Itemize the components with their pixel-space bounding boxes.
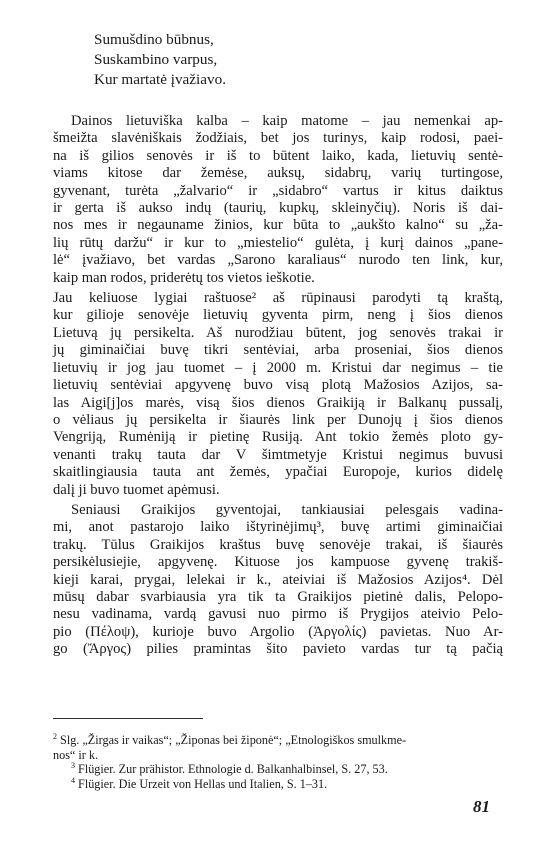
text-line: Jau keliuose lygiai raštuose² aš rūpinausi parodyti tą kraštą, [53, 290, 503, 307]
text-line: ir gerta iš aukso indų (taurių, kupkų, skleinyčių). Noris iš dai- [53, 200, 503, 217]
footnote-number: 3 [71, 761, 75, 771]
text-line: lių rūtų daržu“ ir kur to „miestelio“ gulėta, į kurį dainos „pane- [53, 234, 503, 251]
text-line: lietuvių sentėviai apgyvenę buvo visą plotą Mažosios Azijos, sa- [53, 377, 503, 394]
text-line: gyvenant, turėta „žalvario“ ir „sidabro“ vartus ir kitus daiktus [53, 182, 503, 199]
footnote-text: nos“ ir k. [53, 747, 99, 762]
text-line: Lietuvą jų persikelta. Aš nurodžiau būtent, jog senovės trakai ir [53, 324, 503, 341]
paragraph-1 [53, 113, 503, 287]
text-line: lietuvių ir jog jau tuomet – į 2000 m. Kristui dar negimus – tie [53, 359, 503, 376]
text-line: Seniausi Graikijos gyventojai, tankiausiai pelesgais vadina- [71, 501, 503, 518]
text-line: mūsų dabar svarbiausia yra tik ta Graikijos pietinė dalis, Pelopo- [53, 588, 503, 605]
text-line: kieji karai, prygai, lelekai ir k., ateiviai iš Mažosios Azijos⁴. Dėl [53, 571, 503, 588]
text-line: dalį ji buvo tuomet apėmusi. [53, 481, 220, 498]
text-line: nesu vadinama, vardą gavusi nuo pirmo iš Prygijos ateivio Pelo- [53, 606, 503, 623]
page-number: 81 [473, 797, 490, 816]
verse-line: Sumušdino būbnus, [94, 31, 214, 48]
text-line: nos mes ir negauname žinios, kur būta to „aukšto kalno“ su „ža- [53, 217, 503, 234]
paragraph-3 [53, 502, 503, 659]
text-line: o vėliaus jų persikelta ir šiaurės link per Dunojų į šios dienos [53, 411, 503, 428]
main-text [53, 113, 503, 662]
text-line: venanti trakų tauta dar V šimtmetyje Kristui negimus buvusi [53, 446, 503, 463]
text-line: trakų. Tūlus Graikijos kraštus buvę senovėje trakai, iš šiaurės [53, 536, 503, 553]
footnote-3 [53, 762, 503, 777]
text-line: pio (Πέλοψ), kurioje buvo Argolio (Ἀργολίς) pavietas. Nuo Ar- [53, 623, 503, 640]
footnotes [53, 733, 503, 791]
text-line: kur gilioje senovėje lietuvių gyventa pirm, neng į šios dienos [53, 307, 503, 324]
text-line: Dainos lietuviška kalba – kaip matome – jau nemenkai ap- [71, 113, 503, 129]
footnote-text: Slg. „Žirgas ir vaikas“; „Žiponas bei žiponė“; „Etnologiškos smulkme- [60, 733, 407, 747]
footnote-number: 4 [71, 775, 75, 785]
footnote-4 [53, 777, 503, 792]
text-line: jų giminaičiai buvę tikri sentėviai, arba proseniai, šios dienos [53, 342, 503, 359]
text-line: las Aigi[j]os marės, visą šios dienos Graikiją ir Balkanų pussalį, [53, 394, 503, 411]
verse-line: Suskambino varpus, [94, 51, 218, 68]
text-line: kaip man rodos, priderėtų tos vietos ieškotie. [53, 269, 315, 286]
paragraph-2 [53, 290, 503, 499]
verse-line: Kur martatė įvažiavo. [94, 71, 226, 88]
text-line: mi, anot pastarojo laiko ištyrinėjimų³, buvę artimi giminaičiai [53, 519, 503, 536]
verse-excerpt [94, 30, 226, 90]
text-line: go (Ἄργος) pilies pramintas šito pavieto vardas tur tą pačią [53, 641, 503, 658]
text-line: Vengriją, Rumėniją ir pietinę Rusiją. Ant tokio žemės ploto gy- [53, 429, 503, 446]
footnote-2 [53, 733, 503, 748]
text-line: šmeižta slavėniškais žodžiais, bet jos turinys, kaip rodosi, paei- [53, 130, 503, 147]
footnote-2-continuation [53, 748, 503, 763]
text-line: skaitlingiausia tauta ant žemės, ypačiai Europoje, kurios didelę [53, 464, 503, 481]
footnote-divider [53, 718, 203, 719]
text-line: persikėlusiejie, apgyvenę. Kituose jos kampuose gyvenę trakiš- [53, 554, 503, 571]
footnote-text: Flügier. Zur prähistor. Ethnologie d. Balkanhalbinsel, S. 27, 53. [78, 762, 388, 777]
text-line: viams kitose dar žemėse, auksų, sidabrų, varių turtingose, [53, 165, 503, 182]
text-line: lė“ įvažiavo, bet vardas „Sarono karaliaus“ nurodo ten link, kur, [53, 252, 503, 269]
text-line: na iš gilios senovės ir iš to būtent laiko, kada, lietuvių sentė- [53, 147, 503, 164]
footnote-number: 2 [53, 731, 57, 741]
footnote-text: Flügier. Die Urzeit von Hellas und Italien, S. 1–31. [78, 776, 328, 791]
